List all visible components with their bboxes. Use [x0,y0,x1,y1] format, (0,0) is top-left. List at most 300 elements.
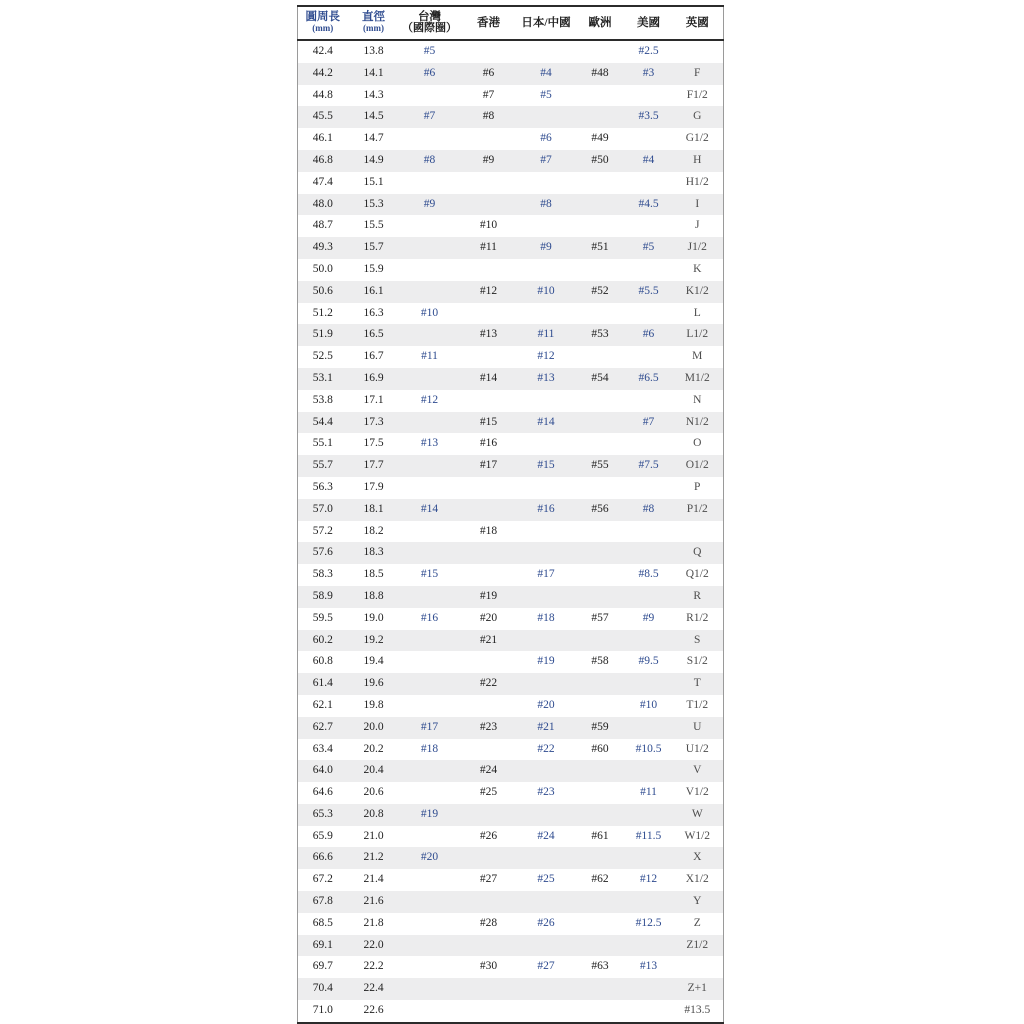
cell-hongkong [460,804,518,826]
cell-uk: M1/2 [684,371,710,384]
cell-europe: #61 [591,829,609,842]
cell-hongkong: #8 [482,110,495,123]
cell-diameter: 14.3 [363,88,384,101]
table-header [298,6,724,40]
cell-uk: H1/2 [685,175,709,188]
cell-hongkong [460,739,518,761]
cell-uk: V1/2 [685,786,709,799]
table-row [298,630,724,652]
cell-hongkong: #10 [479,219,498,232]
cell-uk: G [693,110,702,123]
cell-diameter: 16.9 [363,371,384,384]
cell-usa: #8.5 [638,568,659,581]
table-row [298,303,724,325]
table-row [298,368,724,390]
table-row [298,695,724,717]
cell-japan_china: #23 [537,786,555,799]
table-row [298,215,724,237]
cell-diameter: 16.5 [363,328,384,341]
cell-europe: #50 [591,153,609,166]
cell-diameter: 19.8 [363,698,384,711]
column-header-diameter [348,6,400,40]
cell-taiwan [400,913,460,935]
cell-uk: K1/2 [685,284,709,297]
cell-diameter: 20.6 [363,786,384,799]
cell-taiwan [400,128,460,150]
table-row [298,433,724,455]
table-header-row [298,6,724,40]
cell-taiwan [400,586,460,608]
cell-europe: #49 [591,132,609,145]
cell-circumference: 46.8 [312,153,333,166]
cell-taiwan [400,368,460,390]
cell-circumference: 44.8 [312,88,333,101]
cell-europe [575,673,626,695]
cell-circumference: 53.8 [312,393,333,406]
cell-japan_china: #18 [537,611,555,624]
cell-uk: W1/2 [684,829,711,842]
cell-usa [626,673,672,695]
cell-circumference: 67.2 [312,873,333,886]
cell-diameter: 19.4 [363,655,384,668]
cell-circumference: 48.7 [312,219,333,232]
cell-usa: #8 [642,502,655,515]
cell-japan_china [518,935,575,957]
cell-hongkong [460,390,518,412]
cell-usa: #5.5 [638,284,659,297]
cell-japan_china [518,215,575,237]
cell-hongkong [460,564,518,586]
cell-uk: K [693,262,702,275]
cell-diameter: 15.5 [363,219,384,232]
table-row [298,194,724,216]
cell-japan_china [518,172,575,194]
cell-hongkong: #14 [479,371,498,384]
cell-europe [575,913,626,935]
cell-diameter: 15.7 [363,241,384,254]
cell-diameter: 17.5 [363,437,384,450]
cell-circumference: 51.9 [312,328,333,341]
cell-circumference: 58.3 [312,568,333,581]
cell-taiwan [400,695,460,717]
cell-hongkong: #23 [479,720,498,733]
cell-japan_china: #12 [537,350,555,363]
cell-circumference: 64.0 [312,764,333,777]
cell-hongkong [460,346,518,368]
table-row [298,455,724,477]
cell-europe [575,477,626,499]
cell-taiwan: #7 [423,110,436,123]
cell-taiwan: #16 [420,611,439,624]
cell-japan_china [518,978,575,1000]
cell-japan_china: #11 [537,328,555,341]
cell-diameter: 16.1 [363,284,384,297]
cell-circumference: 57.6 [312,546,333,559]
column-header-label: 圓周長 [305,11,340,23]
cell-japan_china [518,760,575,782]
cell-japan_china: #17 [537,568,555,581]
cell-diameter: 21.2 [363,851,384,864]
cell-usa: #2.5 [638,45,659,57]
cell-europe [575,215,626,237]
cell-taiwan: #19 [420,807,439,820]
cell-hongkong: #12 [479,284,498,297]
cell-uk: O [693,437,702,450]
cell-usa [626,542,672,564]
column-header-europe [575,6,626,40]
cell-circumference: 62.7 [312,720,333,733]
cell-diameter: 21.0 [363,829,384,842]
cell-hongkong: #7 [482,88,495,101]
cell-hongkong: #18 [479,524,498,537]
table-row [298,564,724,586]
cell-uk: J [695,219,700,232]
cell-hongkong [460,651,518,673]
cell-uk: J1/2 [687,241,707,254]
cell-uk: T1/2 [686,698,709,711]
cell-usa: #9 [642,611,655,624]
cell-diameter: 21.6 [363,895,384,908]
cell-circumference: 71.0 [312,1004,333,1017]
cell-circumference: 46.1 [312,132,333,145]
column-header-label: 英國 [685,16,709,29]
cell-taiwan [400,477,460,499]
cell-japan_china [518,847,575,869]
cell-europe [575,433,626,455]
cell-europe: #56 [591,502,609,515]
table-row [298,869,724,891]
table-row [298,847,724,869]
table-row [298,324,724,346]
cell-usa [626,717,672,739]
cell-uk: F [694,66,701,79]
table-row [298,63,724,85]
cell-uk: #13.5 [684,1004,711,1017]
table-row [298,85,724,107]
cell-diameter: 17.3 [363,415,384,428]
cell-hongkong: #13 [479,328,498,341]
column-header-usa [626,6,672,40]
table-row [298,150,724,172]
cell-circumference: 47.4 [312,175,333,188]
cell-hongkong: #25 [479,786,498,799]
cell-diameter: 22.4 [363,982,384,995]
cell-japan_china [518,40,575,63]
cell-japan_china: #7 [540,153,552,166]
cell-europe [575,259,626,281]
cell-taiwan [400,521,460,543]
cell-uk: L1/2 [686,328,709,341]
table-row [298,128,724,150]
cell-circumference: 54.4 [312,415,333,428]
cell-europe [575,891,626,913]
cell-usa: #11 [640,786,657,799]
cell-taiwan [400,673,460,695]
ring-size-conversion-table [297,5,724,1024]
cell-diameter: 13.8 [363,45,384,57]
table-row [298,281,724,303]
table-row [298,804,724,826]
column-header-label: 香港 [477,16,500,29]
cell-uk: S1/2 [686,655,708,668]
cell-taiwan: #15 [420,568,439,581]
cell-usa [626,172,672,194]
cell-hongkong: #19 [479,589,498,602]
column-header-label: 日本/中國 [521,16,571,29]
cell-diameter: 16.3 [363,306,384,319]
table-row [298,1000,724,1023]
cell-diameter: 20.2 [363,742,384,755]
cell-circumference: 57.2 [312,524,333,537]
cell-taiwan [400,935,460,957]
cell-hongkong [460,891,518,913]
cell-hongkong: #17 [479,459,498,472]
cell-usa: #13 [639,960,658,973]
cell-japan_china: #13 [537,371,555,384]
cell-diameter: 20.4 [363,764,384,777]
cell-uk: Z [693,916,701,929]
cell-usa: #4.5 [638,197,659,210]
cell-uk: F1/2 [686,88,708,101]
cell-uk: L [693,306,701,319]
cell-circumference: 66.6 [312,851,333,864]
cell-taiwan [400,85,460,107]
cell-uk: X1/2 [685,873,709,886]
cell-usa [626,85,672,107]
column-header-taiwan [400,6,460,40]
cell-taiwan: #6 [423,66,436,79]
cell-circumference: 58.9 [312,589,333,602]
cell-usa [626,978,672,1000]
table-row [298,259,724,281]
cell-usa: #10.5 [635,742,662,755]
cell-diameter: 21.8 [363,916,384,929]
cell-circumference: 69.7 [312,960,333,973]
cell-japan_china [518,106,575,128]
cell-usa [626,128,672,150]
cell-diameter: 14.9 [363,153,384,166]
cell-usa: #11.5 [635,829,662,842]
table-row [298,542,724,564]
cell-taiwan [400,215,460,237]
cell-diameter: 18.1 [363,502,384,515]
cell-usa [626,390,672,412]
cell-europe: #48 [591,66,609,79]
cell-usa [626,303,672,325]
cell-taiwan: #11 [421,350,438,363]
cell-taiwan: #9 [423,197,436,210]
table-row [298,106,724,128]
cell-europe [575,346,626,368]
cell-hongkong: #20 [479,611,498,624]
cell-taiwan: #8 [423,153,436,166]
table-row [298,172,724,194]
cell-uk [672,956,724,978]
cell-circumference: 60.8 [312,655,333,668]
cell-hongkong: #24 [479,764,498,777]
cell-europe [575,564,626,586]
cell-usa: #5 [642,241,655,254]
cell-circumference: 48.0 [312,197,333,210]
cell-japan_china [518,586,575,608]
cell-hongkong: #11 [480,241,497,254]
cell-taiwan: #14 [420,502,439,515]
cell-uk: S [694,633,701,646]
cell-diameter: 18.2 [363,524,384,537]
table-row [298,891,724,913]
cell-taiwan [400,956,460,978]
cell-uk: P [694,480,701,493]
cell-circumference: 52.5 [312,350,333,363]
cell-europe: #54 [591,371,609,384]
cell-europe: #59 [591,720,609,733]
cell-japan_china [518,673,575,695]
cell-japan_china: #24 [537,829,555,842]
cell-hongkong [460,477,518,499]
cell-hongkong [460,128,518,150]
cell-taiwan: #10 [420,306,439,319]
cell-uk: H [693,153,702,166]
cell-circumference: 68.5 [312,916,333,929]
cell-europe: #60 [591,742,609,755]
cell-diameter: 15.3 [363,197,384,210]
cell-japan_china [518,891,575,913]
cell-uk [672,40,724,63]
cell-circumference: 50.0 [312,262,333,275]
cell-japan_china: #26 [537,916,555,929]
cell-japan_china: #20 [537,698,555,711]
cell-hongkong [460,695,518,717]
cell-japan_china [518,804,575,826]
column-header-circumference [298,6,348,40]
cell-japan_china: #22 [537,742,555,755]
cell-usa: #6.5 [638,371,659,384]
cell-uk: Z+1 [687,982,707,995]
column-header-subline: (mm) [363,23,384,33]
cell-europe: #51 [591,241,609,254]
cell-japan_china: #8 [540,197,552,210]
cell-circumference: 69.1 [312,938,333,951]
cell-hongkong: #27 [479,873,498,886]
table-row [298,782,724,804]
cell-circumference: 59.5 [312,611,333,624]
cell-diameter: 19.6 [363,677,384,690]
cell-usa: #10 [639,698,658,711]
cell-hongkong: #16 [479,437,498,450]
cell-uk: I [695,197,700,210]
table-row [298,673,724,695]
cell-hongkong [460,194,518,216]
cell-japan_china: #5 [540,88,552,101]
cell-usa [626,586,672,608]
cell-circumference: 53.1 [312,371,333,384]
cell-taiwan [400,455,460,477]
cell-usa [626,521,672,543]
cell-uk [672,521,724,543]
cell-japan_china: #10 [537,284,555,297]
cell-usa [626,215,672,237]
cell-europe [575,303,626,325]
cell-uk: X [693,851,702,864]
cell-usa [626,760,672,782]
cell-diameter: 18.3 [363,546,384,559]
cell-diameter: 19.0 [363,611,384,624]
cell-uk: T [693,677,701,690]
cell-taiwan [400,891,460,913]
cell-japan_china [518,390,575,412]
cell-diameter: 21.4 [363,873,384,886]
table-row [298,521,724,543]
cell-europe [575,847,626,869]
cell-diameter: 22.6 [363,1004,384,1017]
cell-circumference: 65.9 [312,829,333,842]
cell-hongkong: #9 [482,153,495,166]
cell-europe: #53 [591,328,609,341]
cell-circumference: 61.4 [312,677,333,690]
cell-usa: #6 [642,328,655,341]
column-header-label: 台灣 [418,11,441,23]
cell-japan_china: #27 [537,960,555,973]
cell-europe: #52 [591,284,609,297]
table-row [298,717,724,739]
cell-taiwan: #18 [420,742,439,755]
cell-usa: #12 [639,873,658,886]
table-row [298,935,724,957]
table-row [298,760,724,782]
cell-hongkong [460,499,518,521]
cell-uk: V [693,764,702,777]
cell-diameter: 14.5 [363,110,384,123]
cell-circumference: 64.6 [312,786,333,799]
cell-usa: #3 [642,66,655,79]
cell-usa [626,804,672,826]
cell-europe: #57 [591,611,609,624]
cell-japan_china [518,521,575,543]
cell-hongkong [460,978,518,1000]
cell-taiwan [400,237,460,259]
cell-circumference: 67.8 [312,895,333,908]
cell-usa [626,433,672,455]
table-row [298,826,724,848]
ring-size-table-container [297,5,723,1024]
cell-europe [575,935,626,957]
cell-diameter: 14.7 [363,132,384,145]
table-row [298,412,724,434]
table-row [298,978,724,1000]
cell-europe [575,760,626,782]
table-row [298,913,724,935]
cell-europe [575,978,626,1000]
cell-circumference: 57.0 [312,502,333,515]
cell-usa [626,891,672,913]
cell-usa [626,477,672,499]
cell-uk: Z1/2 [686,938,709,951]
cell-europe [575,85,626,107]
cell-circumference: 70.4 [312,982,333,995]
table-body [298,40,724,1023]
cell-circumference: 51.2 [312,306,333,319]
table-row [298,477,724,499]
cell-diameter: 20.8 [363,807,384,820]
cell-usa: #9.5 [638,655,659,668]
cell-taiwan [400,542,460,564]
cell-europe: #63 [591,960,609,973]
cell-diameter: 16.7 [363,350,384,363]
table-row [298,608,724,630]
cell-europe [575,40,626,63]
cell-europe [575,1000,626,1023]
cell-hongkong [460,172,518,194]
